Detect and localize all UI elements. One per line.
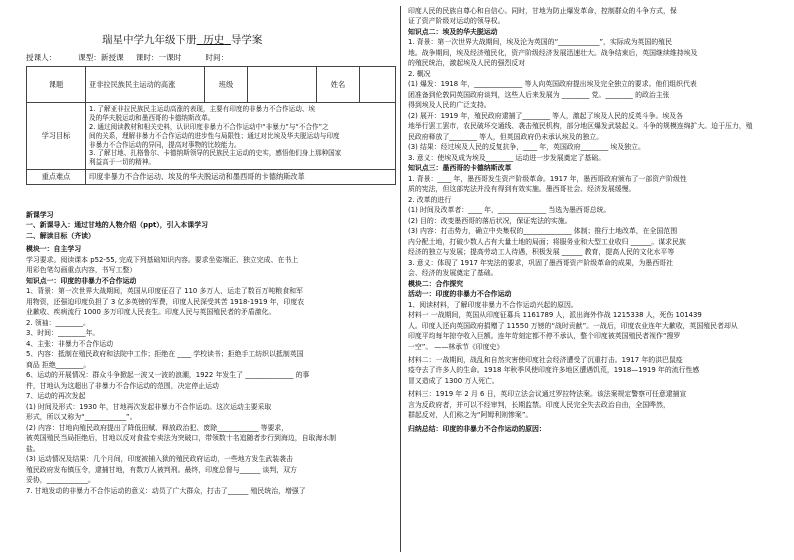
text-line: 3. 意义：使埃及成为埃及________ 运动进一步发展奠定了基础。 <box>408 153 605 162</box>
text-line: 1. 背景：第一次世界大战期间，埃及沦为英国的“____________”，实际成为英国的殖民 <box>408 38 672 47</box>
text-line: 被英国殖民当局拒绝后，甘地以反对食盐专卖法为突破口，带领数十名追随者步行到海边，自取海水制 <box>26 434 337 443</box>
name-label: 姓名 <box>317 67 360 103</box>
text-line: 2. 改革的进行 <box>408 195 452 204</box>
text-line: (1) 爆发：1918 年，______________ 等人向英国政府提出埃及完全独立的要求。他们组织代表 <box>408 80 697 89</box>
subject-name: 历史 <box>203 34 225 46</box>
text-line: 质的宪法，但这部宪法并没有得到有效实施。墨西哥社会、经济发展缓慢。 <box>408 185 636 194</box>
section-heading: 一、新课导入：通过甘地的人物介绍（ppt），引入本课学习 <box>26 221 208 230</box>
goal-line: 间的关系，理解非暴力不合作运动的进步性与局限性；通过对比埃及华夫脱运动与印度 <box>89 131 340 140</box>
goal-line: 非暴力不合作运动的异同，提高对事物的比较能力。 <box>89 140 241 149</box>
text-line: 地举行罢工罢市，农民破坏交通线、袭击殖民机构，部分地区爆发武装起义。斗争的规模连绵扩大。迫于压力，殖 <box>408 122 753 131</box>
text-line: 证了资产阶级对运动的领导权。 <box>408 17 505 26</box>
school-name: 瑞星中学九年级下册 <box>102 34 197 46</box>
goal-line: 利益高于一切的精神。 <box>89 158 155 167</box>
goal-line: 1. 了解亚非拉民族民主运动高涨的表现，主要有印度的非暴力不合作运动、埃 <box>89 105 315 113</box>
text-line: 妥协，____________。 <box>26 476 95 485</box>
text-line: 用彩色笔勾画重点内容，书写工整） <box>26 266 137 275</box>
goal-line: 3. 了解甘地、扎格鲁尔、卡德纳斯领导的民族民主运动的史实，感悟他们身上那种国家 <box>89 149 342 158</box>
text-line: 团准备到伦敦同英国政府谈判，这些人后来发展为 ________ 党。________ 的政治主张 <box>408 90 670 99</box>
text-line: (3) 内容：打击势力，确立中央集权的______________ 体制；推行土地改革，在全国范围 <box>408 227 678 236</box>
text-line: 5、内容：抵制在殖民政府和法院中工作；拒绝在 ____ 学校读书；拒绝手工纺织以抵制英国 <box>26 350 304 359</box>
text-line: 用物资，还强迫印度负担了 3 亿多英镑的军费，印度人民深受其苦 1918-1919 年，印度农 <box>26 297 305 306</box>
text-line: 6、运动的开展情况：群众斗争掀起一波又一波的浪潮，1922 年发生了 ______________ 的事 <box>26 371 310 380</box>
text-line: 盐。 <box>26 444 40 453</box>
topic-label: 课题 <box>27 67 86 103</box>
text-line: 民政府释放了________ 等人，但英国政府仍未承认埃及的独立。 <box>408 132 604 141</box>
section-heading: 新课学习 <box>26 211 54 219</box>
text-line: 形式，所以又称为“____________”。 <box>26 413 137 422</box>
goal-line: 及的华夫脱运动和墨西哥的卡德纳斯改革。 <box>89 113 215 122</box>
right-column <box>404 0 780 560</box>
text-line: (3) 结果：经过埃及人民的反复抗争，____ 年，英国政府________ 埃及独立。 <box>408 143 645 152</box>
section-heading: 模块一：自主学习 <box>26 245 82 254</box>
text-line: 2. 概况 <box>408 69 431 78</box>
text-line: 得到埃及人民的广泛支持。 <box>408 101 491 110</box>
text-line: 1、背景：第一次世界大战期间，英国从印度征召了 110 多万人，运走了数百万吨粮食和军 <box>26 287 303 296</box>
text-line: 4、主张：非暴力不合作运动 <box>26 339 114 348</box>
text-line: 地。战争期间，埃及经济殖民化，资产阶级经济发展迅速壮大。战争结束后，英国继续维持埃及 <box>408 48 698 57</box>
text-line: 1、阅读材料，了解印度非暴力不合作运动兴起的原因。 <box>408 300 578 309</box>
topic-value: 亚非拉民族民主运动的高涨 <box>86 67 205 103</box>
learning-goals <box>86 103 396 170</box>
section-heading: 知识点一：印度的非暴力不合作运动 <box>26 276 137 285</box>
text-line: (2) 目的：改变墨西哥的落后状况，保证宪法的实施。 <box>408 216 572 225</box>
text-line: 群起反对，人们称之为“阿姆利则惨案”。 <box>408 411 533 420</box>
text-line: 商品 拒绝________。 <box>26 360 91 369</box>
text-line: 3. 意义：体现了 1917 年宪法的要求，巩固了墨西哥资产阶级革命的成果，为墨西哥社 <box>408 258 673 267</box>
right-body-text <box>408 6 780 434</box>
text-line: 材料二：一战期间，战乱和自然灾害使印度社会经济遭受了沉重打击。1917 年的洪巴鼠疫 <box>408 355 683 364</box>
goal-label: 学习目标 <box>27 103 86 170</box>
page-title <box>102 32 262 47</box>
text-line: 材料三：1919 年 2 月 6 日，英印立法会议通过罗拉特法案。该法案规定警察可任意逮捕宣 <box>408 390 687 399</box>
text-line: 件，甘地认为这超出了非暴力不合作运动的范围，决定停止运动 <box>26 381 219 390</box>
text-line: 冒又造成了 1300 万人死亡。 <box>408 376 499 385</box>
text-line: 内分配土地，打破少数人占有大量土地的局面；将服务业和大型工业收归 ______。谋求民族 <box>408 237 686 246</box>
class-label: 班级 <box>205 67 248 103</box>
text-line: (2) 展开：1919 年，殖民政府逮捕了________ 等人，激起了埃及人民的反英斗争。埃及各 <box>408 111 684 120</box>
text-line: 经济的独立与发展；提高劳动工人待遇，积极发展 ______ 教育，提高人民的文化水平等 <box>408 248 675 257</box>
text-line: 学习要求。阅读课本 p52-55, 完成下列基础知识内容。要求坐姿端正、独立完成、在书上 <box>26 255 299 264</box>
text-line: (3) 运动情况及结果：几个月间，印度被捕入狱的殖民政府运动，一些地方发生武装袭击 <box>26 455 293 464</box>
section-heading: 知识点二：埃及的华夫脱运动 <box>408 27 498 36</box>
section-heading: 归纳总结：印度的非暴力不合作运动的原因： <box>408 424 546 433</box>
text-line: 业歉收、疾病流行 1000 多万印度人民丧生。印度人民与英国殖民者的矛盾激化。 <box>26 308 276 317</box>
lesson-meta-table <box>26 66 396 185</box>
text-line: (1) 时间及改革者：____ 年，______________ 当选为墨西哥总统。 <box>408 206 611 215</box>
text-line: 材料一 一战期间，英国从印度征募兵 1161789 人，派出海外作战 1215338 人，死伤 101439 <box>408 311 702 320</box>
text-line: 印度人民的民族自尊心和自信心。同时，甘地为防止爆发革命，控制群众的斗争方式，保 <box>408 7 677 15</box>
section-heading: 活动一：印度的非暴力不合作运动 <box>408 290 512 299</box>
text-line: 3、时间：________年。 <box>26 329 100 338</box>
text-line: (2) 内容：甘地向殖民政府提出了降低田赋、释放政治犯、废除____________ 等要求， <box>26 423 289 432</box>
goal-line: 2. 通过阅读教材和相关史料，认识印度非暴力不合作运动中“非暴力”与“不合作”之 <box>89 122 329 131</box>
section-heading: 知识点三：墨西哥的卡德纳斯改革 <box>408 164 512 173</box>
text-line: 言为反政府者，并可以不经审判，长期监禁。印度人民完全失去政治自由，全国哗然， <box>408 400 670 409</box>
text-line: 印度平均每年掠夺收入巨额。连年苛刻定都不停不承认，整个印度被英国殖民者视作“搜罗 <box>408 332 681 341</box>
text-line: 1. 背景：____ 年，墨西哥发生资产阶级革命。1917 年，墨西哥政府颁布了一部资产阶级性 <box>408 174 687 183</box>
text-line: 一空”。 ——林承节《印度史》 <box>408 342 504 351</box>
left-body-text <box>26 210 396 496</box>
key-points-value: 印度非暴力不合作运动、埃及的华夫脱运动和墨西哥的卡德纳斯改革 <box>86 170 396 185</box>
title-suffix: 导学案 <box>230 34 263 46</box>
text-line: 会、经济的发展奠定了基础。 <box>408 269 498 278</box>
column-divider <box>400 6 401 552</box>
text-line: 7、运动的再次发起 <box>26 392 86 401</box>
text-line: (1) 时间及形式：1930 年，甘地再次发起非暴力不合作运动。这次运动主要采取 <box>26 402 272 411</box>
text-line: 殖民政府发布镇压令，逮捕甘地，有数万人被判刑。最终，印度总督与______ 谈判，双方 <box>26 465 297 474</box>
left-column <box>22 0 397 560</box>
lesson-info: 授课人： 课型：新授课 课时：一课时 时间： <box>26 53 229 62</box>
text-line: 人。印度人还向英国政府捐赠了 11550 万镑的“战时贡献”。一战后，印度农业连年大歉收，英国殖民者却从 <box>408 321 738 330</box>
text-line: 的殖民统治，激起埃及人民的强烈反对 <box>408 59 526 68</box>
key-points-label: 重点难点 <box>27 170 86 185</box>
class-value <box>248 67 317 103</box>
section-heading: 模块二：合作探究 <box>408 279 464 288</box>
section-heading: 二、解读目标（齐读） <box>26 231 95 240</box>
text-line: 疫夺去了许多人的生命。1918 年秋季风使印度许多地区遭遇饥荒，1918—1919 年的流行性感 <box>408 366 700 375</box>
text-line: 7. 甘地发动的非暴力不合作运动的意义：动员了广大群众，打击了______ 殖民统治，增强了 <box>26 486 306 495</box>
name-value <box>360 67 396 103</box>
text-line: 2. 领袖：________。 <box>26 318 90 327</box>
